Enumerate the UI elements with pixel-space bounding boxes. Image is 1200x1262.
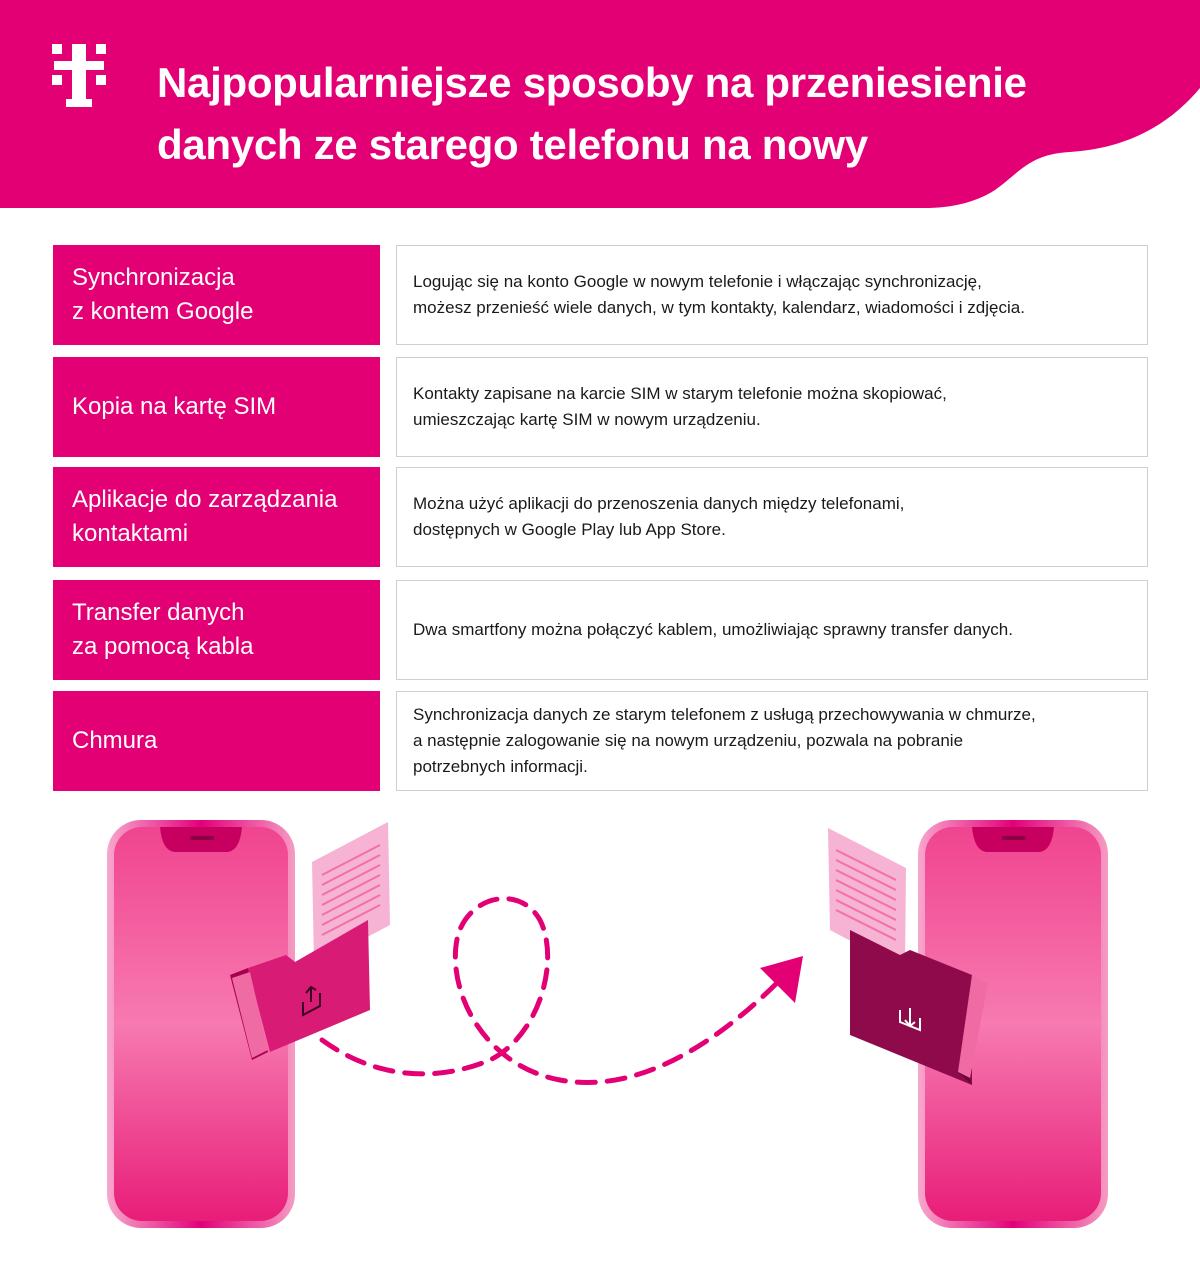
transfer-illustration: [0, 810, 1200, 1262]
method-description: Logując się na konto Google w nowym telefonie i włączając synchronizację, możesz przenieść wiele danych, w tym kontakty, kalendarz, wiadomości i zdjęcia.: [396, 245, 1148, 345]
method-description: Dwa smartfony można połączyć kablem, umożliwiając sprawny transfer danych.: [396, 580, 1148, 680]
method-row-sim: [53, 357, 1149, 457]
method-row-cloud: [53, 691, 1149, 791]
method-label: Transfer danych za pomocą kabla: [53, 580, 380, 680]
method-description: Synchronizacja danych ze starym telefonem z usługą przechowywania w chmurze, a następnie zalogowanie się na nowym urządzeniu, pozwala na pobranie potrzebnych informacji.: [396, 691, 1148, 791]
method-row-cable: [53, 580, 1149, 680]
telekom-t-logo-icon: [52, 44, 106, 110]
method-row-apps: [53, 467, 1149, 567]
dashed-arrow-icon: [322, 899, 803, 1083]
method-label: Aplikacje do zarządzania kontaktami: [53, 467, 380, 567]
page-title: Najpopularniejsze sposoby na przeniesienie danych ze starego telefonu na nowy: [157, 59, 1027, 168]
method-label: Synchronizacja z kontem Google: [53, 245, 380, 345]
method-row-google: [53, 245, 1149, 345]
method-label: Kopia na kartę SIM: [53, 357, 380, 457]
method-label: Chmura: [53, 691, 380, 791]
method-description: Kontakty zapisane na karcie SIM w starym telefonie można skopiować, umieszczając kartę SIM w nowym urządzeniu.: [396, 357, 1148, 457]
method-description: Można użyć aplikacji do przenoszenia danych między telefonami, dostępnych w Google Play lub App Store.: [396, 467, 1148, 567]
